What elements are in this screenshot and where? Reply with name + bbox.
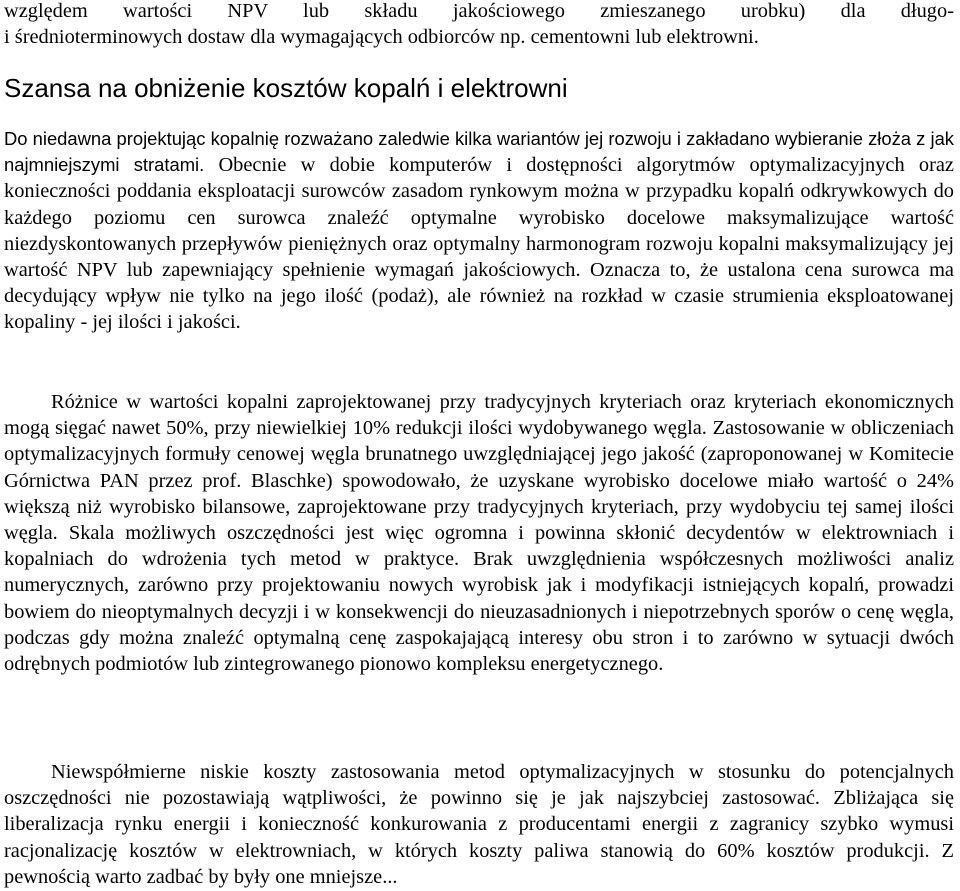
paragraph-1-sans-text: Do niedawna projektując kopalnię rozważano zaledwie kilka wariantów jej rozwoju i zakładano wybieranie złoża z jak najmniejszymi stratami. bbox=[4, 128, 954, 176]
paragraph-2 bbox=[4, 389, 954, 677]
paragraph-3 bbox=[4, 759, 954, 890]
paragraph-2-text: Różnice w wartości kopalni zaprojektowanej przy tradycyjnych kryteriach oraz kryteriach ekonomicznych mogą sięgać nawet 50%, przy niewielkiej 10% redukcji ilości wydobywanego węgla. Zastosowanie w obliczeniach optymalizacyjnych formuły cenowej węgla brunatnego uwzględniającej jego jakość (zaproponowanej w Komitecie Górnictwa PAN przez prof. Blaschke) spowodowało, że uzyskane wyrobisko docelowe miało wartość o 24% większą niż wyrobisko bilansowe, zaprojektowane przy tradycyjnych kryteriach, przy wydobyciu tej samej ilości węgla. Skala możliwych oszczędności jest więc ogromna i powinna skłonić decydentów w elektrowniach i kopalniach do wdrożenia tych metod w praktyce. Brak uwzględnienia współczesnych możliwości analiz numerycznych, zarówno przy projektowaniu nowych wyrobisk jak i modyfikacji istniejących kopalń, prowadzi bowiem do nieoptymalnych decyzji i w konsekwencji do nieuzasadnionych i niepotrzebnych sporów o cenę węgla, podczas gdy można znaleźć optymalną cenę zaspokajającą interesy obu stron i to zarówno w sytuacji dwóch odrębnych podmiotów lub zintegrowanego pionowo kompleksu energetycznego. bbox=[4, 391, 954, 676]
continuation-line-2: i średnioterminowych dostaw dla wymagających odbiorców np. cementowni lub elektrowni. bbox=[4, 26, 759, 48]
paragraph-1 bbox=[4, 126, 954, 336]
section-heading: Szansa na obniżenie kosztów kopalń i elektrowni bbox=[4, 73, 568, 103]
paragraph-3-text: Niewspółmierne niskie koszty zastosowania metod optymalizacyjnych w stosunku do potencjalnych oszczędności nie pozostawiają wątpliwości, że powinno się je jak najszybciej zastosować. Zbliżająca się liberalizacja rynku energii i konieczność konkurowania z producentami energii z zagranicy szybko wymusi racjonalizację kosztów w elektrowniach, w których koszty paliwa stanowią do 60% kosztów produkcji. Z pewnością warto zadbać by były one mniejsze... bbox=[4, 761, 954, 888]
continuation-line-1: względem wartości NPV lub składu jakościowego zmieszanego urobku) dla długo- bbox=[4, 0, 954, 22]
paragraph-1-serif-text: Obecnie w dobie komputerów i dostępności algorytmów optymalizacyjnych oraz konieczności poddania eksploatacji surowców zasadom rynkowym można w przypadku kopalń odkrywkowych do każdego poziomu cen surowca znaleźć optymalne wyrobisko docelowe maksymalizujące wartość niezdyskontowanych przepływów pieniężnych oraz optymalny harmonogram rozwoju kopalni maksymalizujący jej wartość NPV lub zapewniający spełnienie wymagań jakościowych. Oznacza to, że ustalona cena surowca ma decydujący wpływ nie tylko na jego ilość (podaż), ale również na rozkład w czasie strumienia eksploatowanej kopaliny - jej ilości i jakości. bbox=[4, 154, 954, 334]
